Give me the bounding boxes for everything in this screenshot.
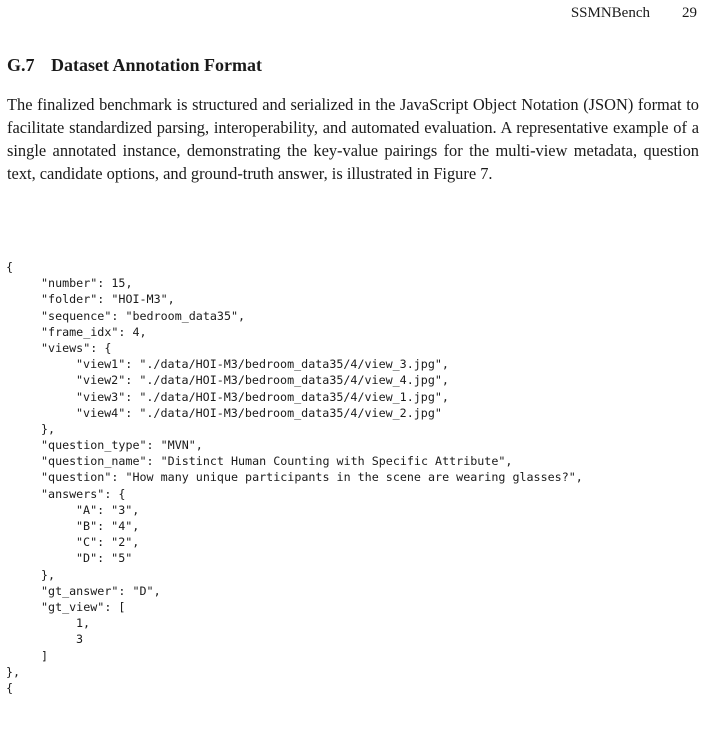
code-line: 3 <box>76 632 84 647</box>
code-line: "C": "2", <box>76 535 140 550</box>
code-line: "D": "5" <box>76 551 133 566</box>
code-line: { <box>6 680 14 695</box>
code-line: }, <box>41 421 56 436</box>
code-line: "frame_idx": 4, <box>41 324 147 339</box>
code-line: "view3": "./data/HOI-M3/bedroom_data35/4/view_1.jpg", <box>76 389 449 404</box>
code-line: "question_name": "Distinct Human Counting with Specific Attribute", <box>41 454 513 469</box>
code-line: "number": 15, <box>41 276 133 291</box>
code-line: "view4": "./data/HOI-M3/bedroom_data35/4/view_2.jpg" <box>76 405 442 420</box>
code-line: 1, <box>76 616 91 631</box>
code-line: ] <box>41 648 49 663</box>
code-line: "views": { <box>41 340 112 355</box>
code-line: "answers": { <box>41 486 126 501</box>
code-line: "B": "4", <box>76 519 140 533</box>
code-line: "gt_view": [ <box>41 599 126 614</box>
running-header <box>571 5 697 22</box>
section-heading <box>7 55 262 76</box>
code-line: "view2": "./data/HOI-M3/bedroom_data35/4/view_4.jpg", <box>76 373 449 388</box>
code-line: "view1": "./data/HOI-M3/bedroom_data35/4/view_3.jpg", <box>76 357 449 372</box>
code-line: }, <box>6 664 21 679</box>
section-number: G.7 <box>7 55 35 75</box>
code-line: "folder": "HOI-M3", <box>41 292 175 307</box>
code-line: "sequence": "bedroom_data35", <box>41 308 246 323</box>
code-line: "gt_answer": "D", <box>41 583 161 598</box>
code-line: "question_type": "MVN", <box>41 438 203 453</box>
code-line: "question": "How many unique participants in the scene are wearing glasses?", <box>41 470 583 485</box>
code-line: }, <box>41 567 56 582</box>
running-title: SSMNBench <box>570 5 650 21</box>
body-paragraph: The finalized benchmark is structured and serialized in the JavaScript Object Notation (JSON) format to facilitate standardized parsing, interoperability, and automated evaluation. A representative example of a single annotated instance, demonstrating the key-value pairings for the multi-view metadata, question text, candidate options, and ground-truth answer, is illustrated in Figure 7. <box>7 95 699 183</box>
json-code-listing <box>6 259 702 738</box>
section-title: Dataset Annotation Format <box>51 55 262 75</box>
page-number: 29 <box>682 5 697 21</box>
code-line: "A": "3", <box>76 502 140 517</box>
code-line: { <box>6 260 14 274</box>
